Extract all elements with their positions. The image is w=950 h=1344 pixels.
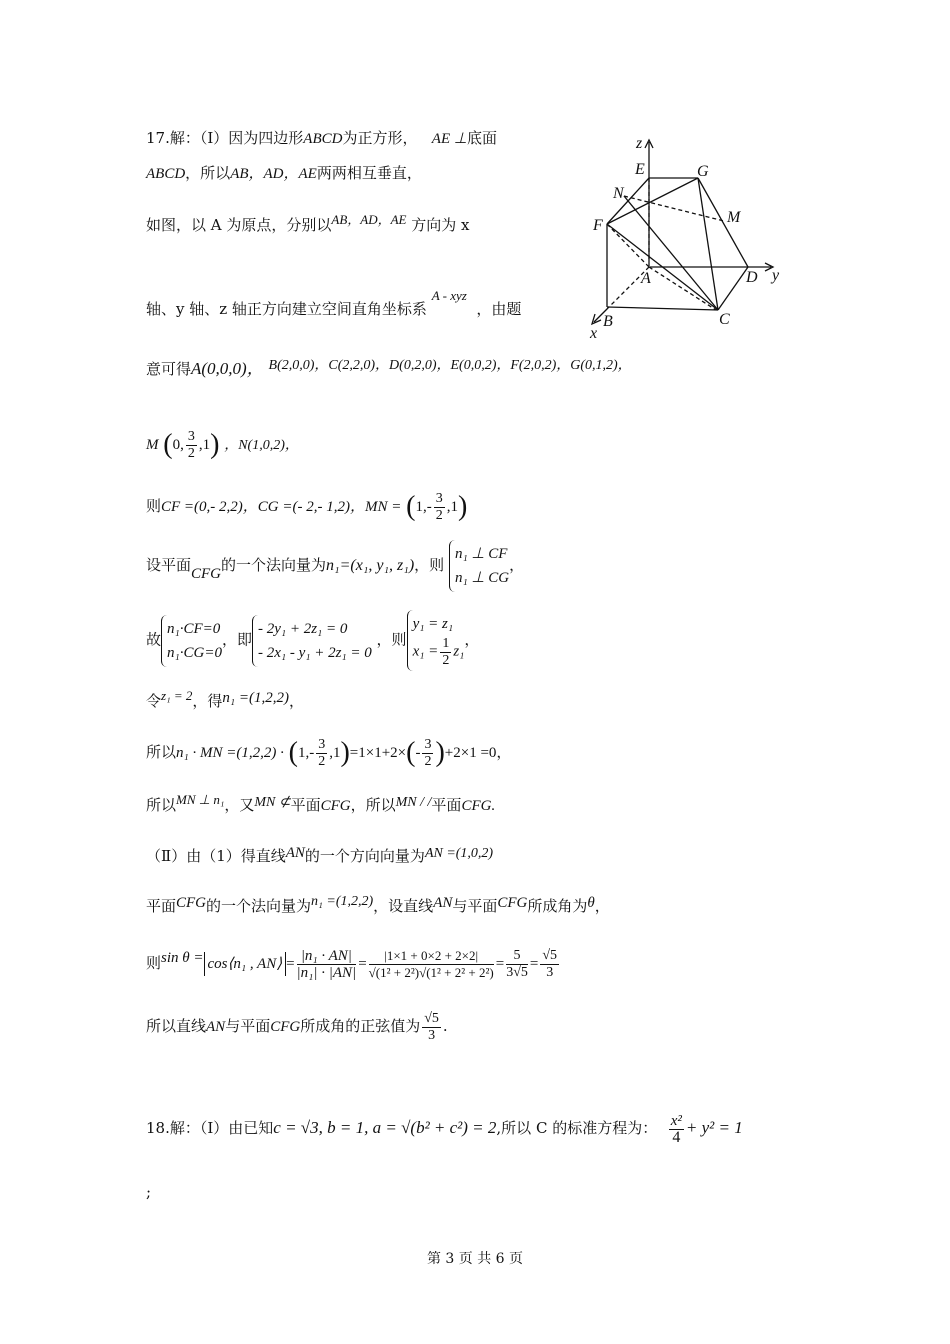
math: CFG (320, 798, 351, 814)
equation: n₁ ⊥ CG (454, 570, 510, 586)
denominator: 2 (435, 507, 443, 523)
math: ABCD (303, 131, 343, 147)
math: =1×1+2× (349, 745, 407, 761)
label-D: D (746, 269, 758, 286)
label-A: A (641, 270, 651, 287)
numerator: 3 (424, 736, 432, 752)
math: c = √3, b = 1, a = √(b² + c²) = 2 (273, 1118, 497, 1137)
math: CFG. (461, 798, 496, 814)
text: ， (464, 630, 480, 649)
math: = (286, 956, 295, 972)
equation: n₁·CF=0 (167, 620, 221, 637)
text: 两两相互垂直， (316, 164, 422, 182)
equation: n₁·CG=0 (167, 644, 222, 661)
text: 方向为 x (411, 216, 470, 234)
denominator: 3 (428, 1027, 436, 1043)
text: 轴、y 轴、z 轴正方向建立空间直角坐标系 (146, 300, 427, 318)
text: 所以 (146, 796, 177, 814)
text: 平面 (290, 796, 321, 814)
line-1 (146, 128, 497, 149)
text: ，则 (414, 556, 445, 574)
line-16 (146, 1004, 448, 1049)
fraction (540, 948, 559, 981)
edge-AC (649, 267, 716, 310)
equation-system (449, 540, 509, 592)
text: ， (496, 743, 512, 761)
denominator: 2 (442, 653, 450, 668)
paren: ( (406, 737, 416, 768)
line-4 (146, 286, 521, 319)
text: ， (509, 556, 525, 574)
denominator: 4 (672, 1128, 681, 1146)
math: CFG (191, 566, 222, 582)
math: ,1 (329, 745, 341, 761)
equation: n₁ ⊥ CF (454, 546, 508, 562)
fraction (422, 737, 433, 770)
line-9 (146, 610, 479, 671)
line-15 (146, 936, 561, 986)
paren: ) (457, 491, 468, 522)
math: z₁ (453, 643, 465, 660)
line-2 (146, 163, 422, 184)
text: . (442, 1017, 448, 1035)
denominator: 2 (318, 753, 326, 769)
text: 所成角的正弦值为 (300, 1017, 421, 1035)
denominator: 2 (424, 753, 432, 769)
math: AN (206, 1019, 226, 1035)
math: cos⟨n₁ , AN⟩ (204, 952, 287, 976)
math: M (146, 437, 159, 453)
math: = (358, 956, 367, 972)
math: MN ⊥ n₁ (176, 792, 225, 807)
denominator: 3 (546, 964, 554, 980)
paren: ( (288, 737, 298, 768)
math: + y² = 1 (685, 1118, 743, 1137)
math: ,1 (198, 437, 211, 453)
text: 为正方形， (342, 129, 418, 147)
text: 所以 (146, 743, 177, 761)
line-8 (146, 540, 524, 592)
math: 0, (172, 437, 184, 453)
edge-GD (698, 178, 748, 267)
math: A - xyz (431, 288, 467, 303)
line-10 (146, 686, 304, 711)
page-footer: 第 3 页 共 6 页 (426, 1251, 524, 1267)
math: AN =(1,0,2) (424, 846, 494, 861)
text: 的一个方向向量为 (304, 847, 425, 865)
math: n₁=(x₁, y₁, z₁) (326, 557, 415, 574)
fraction (422, 1011, 441, 1044)
math: AE ⊥ (431, 131, 467, 147)
line-12 (146, 790, 495, 816)
text: ， (594, 897, 610, 915)
paren: ) (435, 737, 445, 768)
numerator: |1×1 + 0×2 + 2×2| (369, 948, 494, 965)
fraction (297, 948, 357, 981)
geometry-diagram (586, 134, 800, 344)
fraction (669, 1113, 684, 1146)
label-F: F (593, 217, 603, 234)
text: ，又 (224, 796, 255, 814)
label-x: x (590, 325, 598, 342)
text: ，即 (221, 630, 252, 649)
line-7 (146, 488, 467, 525)
math: CFG (497, 895, 528, 911)
problem-18-line (146, 1106, 743, 1150)
numerator: 3 (318, 736, 326, 752)
edge-BC (607, 307, 718, 310)
math: CFG (270, 1019, 301, 1035)
text: 所成角为 (527, 897, 588, 915)
label-y: y (772, 267, 780, 284)
label-N: N (613, 185, 624, 202)
edge-FA (607, 224, 649, 267)
equation: - 2y₁ + 2z₁ = 0 (257, 620, 348, 637)
math: n₁ · MN =(1,2,2) · (176, 745, 284, 761)
text: 则 (146, 497, 162, 515)
math: A(0,0,0)， (191, 359, 264, 378)
text: ， (288, 692, 304, 710)
numerator: x² (670, 1112, 682, 1129)
math: n₁ =(1,2,2) (222, 690, 289, 706)
numerator: 3 (435, 490, 443, 506)
text: ,所以 C 的标准方程为： (496, 1119, 658, 1137)
math: z₁ = 2 (161, 688, 193, 703)
text: 平面 (146, 897, 177, 915)
text: （Ⅱ）由（1）得直线 (146, 847, 286, 865)
numerator: 1 (442, 636, 450, 651)
numerator: |n₁ · AN| (297, 948, 357, 965)
equation: - 2x₁ - y₁ + 2z₁ = 0 (257, 644, 372, 661)
paren: ) (340, 737, 350, 768)
math: = (495, 956, 505, 972)
text: 与平面 (225, 1017, 271, 1035)
fraction (369, 948, 494, 981)
label-C: C (719, 311, 730, 328)
equation: y₁ = z₁ (412, 616, 454, 632)
fraction (440, 636, 451, 669)
paren: ( (163, 429, 173, 460)
fraction (434, 491, 445, 524)
line-3 (146, 210, 469, 235)
text: 故 (146, 630, 162, 649)
text: 的一个法向量为 (206, 897, 312, 915)
text: 与平面 (452, 897, 498, 915)
text: ; (146, 1183, 152, 1201)
line-14 (146, 892, 610, 916)
fraction (316, 737, 327, 770)
text: ，设直线 (373, 897, 434, 915)
label-E: E (635, 161, 645, 178)
label-z: z (636, 135, 643, 152)
text: ，得 (192, 692, 223, 710)
math: ，N(1,0,2)， (224, 438, 299, 453)
fraction (186, 429, 197, 462)
math: n₁ =(1,2,2) (311, 894, 374, 909)
equation (413, 636, 465, 669)
math: CFG (176, 895, 207, 911)
paren: ( (406, 491, 416, 522)
equation-system (161, 615, 222, 667)
label-B: B (603, 313, 613, 330)
math: AN (433, 895, 453, 911)
math: 1,- (415, 499, 432, 515)
text: 令 (146, 692, 162, 710)
label-G: G (697, 163, 709, 180)
denominator: |n₁| · |AN| (296, 964, 357, 981)
equation-system (252, 615, 372, 667)
denominator: 3√5 (506, 964, 528, 980)
math: x₁ = (412, 643, 439, 660)
math: 1,- (297, 745, 315, 761)
text: 的一个法向量为 (221, 556, 327, 574)
text: 设平面 (146, 556, 192, 574)
line-6 (146, 426, 299, 464)
math: MN / / (395, 795, 432, 810)
paren: ) (210, 429, 220, 460)
text: 17.解：（Ⅰ）因为四边形 (146, 129, 304, 147)
text: ，由题 (476, 300, 522, 318)
math: B(2,0,0)，C(2,2,0)，D(0,2,0)，E(0,0,2)，F(2,0,2)，G(0,1,2)， (268, 358, 632, 373)
text: 意可得 (146, 360, 192, 378)
equation-system (407, 610, 465, 671)
text: 则 (146, 954, 162, 972)
text: 平面 (431, 796, 462, 814)
text: ，所以 (185, 164, 231, 182)
math: CF =(0,- 2,2)，CG =(- 2,- 1,2)，MN = (161, 499, 402, 515)
math: AB，AD，AE (230, 166, 317, 182)
denominator: 2 (187, 445, 195, 461)
math: = (529, 956, 539, 972)
text: 18.解：（Ⅰ）由已知 (146, 1119, 274, 1137)
edge-CD (718, 267, 748, 310)
fraction (506, 948, 528, 981)
line-13 (146, 843, 493, 866)
math: sin θ = (161, 950, 204, 966)
math: AN (285, 845, 305, 861)
math: MN ⊄ (254, 795, 291, 810)
math: AB，AD，AE (331, 212, 407, 227)
denominator: √(1² + 2²)√(1² + 2² + 2²) (368, 964, 494, 980)
math: ,1 (446, 499, 458, 515)
math: - (415, 745, 421, 761)
math: +2×1 =0 (444, 745, 497, 761)
numerator: √5 (424, 1010, 439, 1026)
text: 底面 (466, 129, 497, 147)
problem-18-semicolon (146, 1182, 151, 1202)
text: 所以直线 (146, 1017, 207, 1035)
line-11 (146, 734, 511, 771)
label-M: M (727, 209, 741, 226)
text: ，所以 (350, 796, 396, 814)
math: θ (587, 895, 595, 911)
math: ABCD (146, 166, 186, 182)
text: 如图，以 A 为原点，分别以 (146, 216, 332, 234)
numerator: 5 (506, 948, 528, 965)
numerator: √5 (542, 947, 558, 963)
text: ，则 (376, 630, 407, 649)
line-5 (146, 356, 632, 379)
numerator: 3 (187, 428, 195, 444)
